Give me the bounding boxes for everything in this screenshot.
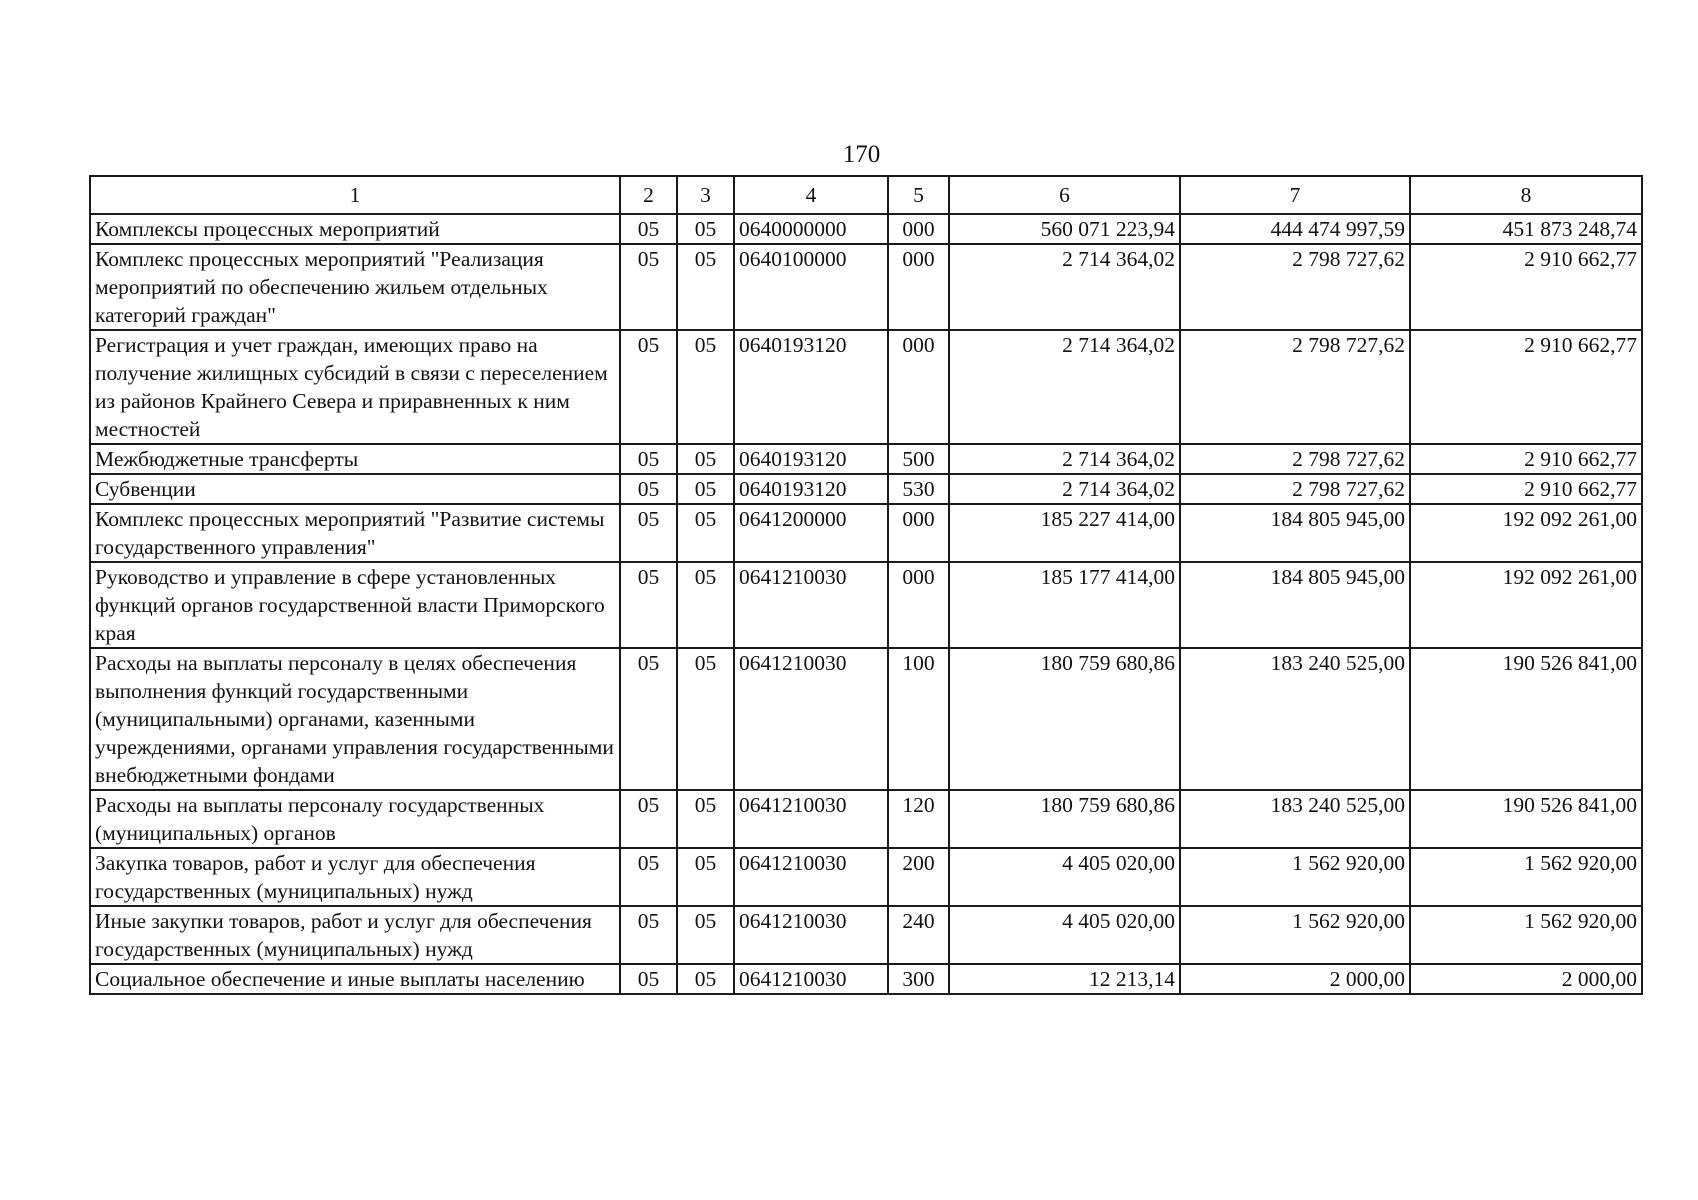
row-amount-col7: 2 000,00	[1180, 964, 1410, 994]
row-subsection-code: 05	[677, 504, 734, 562]
row-target-code: 0641210030	[734, 790, 888, 848]
row-section-code: 05	[620, 906, 677, 964]
row-name: Комплекс процессных мероприятий "Развитие системы государственного управления"	[90, 504, 620, 562]
row-expense-type-code: 000	[888, 244, 949, 330]
row-name: Иные закупки товаров, работ и услуг для обеспечения государственных (муниципальных) нужд	[90, 906, 620, 964]
row-section-code: 05	[620, 562, 677, 648]
row-name: Социальное обеспечение и иные выплаты населению	[90, 964, 620, 994]
row-expense-type-code: 530	[888, 474, 949, 504]
row-section-code: 05	[620, 444, 677, 474]
row-name: Комплексы процессных мероприятий	[90, 214, 620, 244]
row-amount-col7: 183 240 525,00	[1180, 790, 1410, 848]
row-expense-type-code: 500	[888, 444, 949, 474]
row-subsection-code: 05	[677, 906, 734, 964]
row-amount-col8: 190 526 841,00	[1410, 790, 1642, 848]
row-amount-col7: 1 562 920,00	[1180, 906, 1410, 964]
row-expense-type-code: 000	[888, 504, 949, 562]
row-section-code: 05	[620, 848, 677, 906]
row-name: Межбюджетные трансферты	[90, 444, 620, 474]
table-row	[90, 964, 1642, 994]
row-amount-col7: 2 798 727,62	[1180, 244, 1410, 330]
row-amount-col7: 2 798 727,62	[1180, 444, 1410, 474]
row-section-code: 05	[620, 214, 677, 244]
row-name: Расходы на выплаты персоналу в целях обеспечения выполнения функций государственными (муниципальными) органами, казенными учреждениями, органами управления государственными внебюджетными фондами	[90, 648, 620, 790]
row-section-code: 05	[620, 330, 677, 444]
row-target-code: 0641210030	[734, 906, 888, 964]
row-target-code: 0640000000	[734, 214, 888, 244]
row-expense-type-code: 300	[888, 964, 949, 994]
row-amount-col7: 1 562 920,00	[1180, 848, 1410, 906]
row-amount-col6: 180 759 680,86	[949, 648, 1180, 790]
row-subsection-code: 05	[677, 562, 734, 648]
row-name: Комплекс процессных мероприятий "Реализация мероприятий по обеспечению жильем отдельных категорий граждан"	[90, 244, 620, 330]
table-row	[90, 504, 1642, 562]
header-cell: 8	[1410, 176, 1642, 214]
row-amount-col8: 190 526 841,00	[1410, 648, 1642, 790]
row-amount-col7: 444 474 997,59	[1180, 214, 1410, 244]
row-expense-type-code: 200	[888, 848, 949, 906]
row-target-code: 0640193120	[734, 474, 888, 504]
row-amount-col8: 1 562 920,00	[1410, 848, 1642, 906]
row-amount-col8: 451 873 248,74	[1410, 214, 1642, 244]
header-cell: 2	[620, 176, 677, 214]
header-cell: 5	[888, 176, 949, 214]
row-target-code: 0640193120	[734, 330, 888, 444]
row-subsection-code: 05	[677, 474, 734, 504]
row-expense-type-code: 100	[888, 648, 949, 790]
row-name: Закупка товаров, работ и услуг для обеспечения государственных (муниципальных) нужд	[90, 848, 620, 906]
row-name: Регистрация и учет граждан, имеющих право на получение жилищных субсидий в связи с переселением из районов Крайнего Севера и приравненных к ним местностей	[90, 330, 620, 444]
row-section-code: 05	[620, 790, 677, 848]
header-cell: 1	[90, 176, 620, 214]
table-row	[90, 906, 1642, 964]
row-target-code: 0641210030	[734, 648, 888, 790]
row-amount-col6: 12 213,14	[949, 964, 1180, 994]
page-number: 170	[842, 141, 881, 168]
table-row	[90, 244, 1642, 330]
row-section-code: 05	[620, 964, 677, 994]
row-amount-col8: 1 562 920,00	[1410, 906, 1642, 964]
header-cell: 7	[1180, 176, 1410, 214]
row-amount-col7: 184 805 945,00	[1180, 504, 1410, 562]
row-amount-col6: 2 714 364,02	[949, 474, 1180, 504]
row-amount-col6: 4 405 020,00	[949, 848, 1180, 906]
row-amount-col8: 192 092 261,00	[1410, 562, 1642, 648]
header-cell: 6	[949, 176, 1180, 214]
row-amount-col8: 2 910 662,77	[1410, 444, 1642, 474]
row-target-code: 0641210030	[734, 562, 888, 648]
row-expense-type-code: 000	[888, 562, 949, 648]
row-name: Расходы на выплаты персоналу государственных (муниципальных) органов	[90, 790, 620, 848]
table-row	[90, 562, 1642, 648]
row-amount-col8: 192 092 261,00	[1410, 504, 1642, 562]
header-row	[90, 176, 1642, 214]
row-target-code: 0641210030	[734, 964, 888, 994]
row-subsection-code: 05	[677, 444, 734, 474]
table-row	[90, 330, 1642, 444]
row-section-code: 05	[620, 648, 677, 790]
row-expense-type-code: 000	[888, 214, 949, 244]
header-cell: 3	[677, 176, 734, 214]
row-name: Руководство и управление в сфере установленных функций органов государственной власти Приморского края	[90, 562, 620, 648]
row-name: Субвенции	[90, 474, 620, 504]
table-row	[90, 648, 1642, 790]
row-expense-type-code: 240	[888, 906, 949, 964]
row-subsection-code: 05	[677, 848, 734, 906]
row-subsection-code: 05	[677, 330, 734, 444]
row-amount-col6: 2 714 364,02	[949, 244, 1180, 330]
row-amount-col8: 2 910 662,77	[1410, 330, 1642, 444]
budget-table	[89, 175, 1643, 995]
table-row	[90, 444, 1642, 474]
row-amount-col8: 2 910 662,77	[1410, 474, 1642, 504]
row-amount-col8: 2 910 662,77	[1410, 244, 1642, 330]
row-amount-col6: 180 759 680,86	[949, 790, 1180, 848]
table-row	[90, 848, 1642, 906]
row-expense-type-code: 000	[888, 330, 949, 444]
row-subsection-code: 05	[677, 214, 734, 244]
row-target-code: 0640193120	[734, 444, 888, 474]
header-cell: 4	[734, 176, 888, 214]
row-subsection-code: 05	[677, 964, 734, 994]
row-amount-col6: 4 405 020,00	[949, 906, 1180, 964]
row-subsection-code: 05	[677, 244, 734, 330]
row-section-code: 05	[620, 244, 677, 330]
row-target-code: 0641200000	[734, 504, 888, 562]
table-row	[90, 474, 1642, 504]
row-subsection-code: 05	[677, 790, 734, 848]
table-row	[90, 214, 1642, 244]
row-amount-col8: 2 000,00	[1410, 964, 1642, 994]
row-section-code: 05	[620, 504, 677, 562]
row-subsection-code: 05	[677, 648, 734, 790]
row-amount-col6: 185 227 414,00	[949, 504, 1180, 562]
row-amount-col7: 2 798 727,62	[1180, 330, 1410, 444]
row-expense-type-code: 120	[888, 790, 949, 848]
row-amount-col6: 2 714 364,02	[949, 444, 1180, 474]
row-amount-col7: 2 798 727,62	[1180, 474, 1410, 504]
table-row	[90, 790, 1642, 848]
row-target-code: 0641210030	[734, 848, 888, 906]
table-body	[90, 214, 1642, 994]
row-amount-col6: 2 714 364,02	[949, 330, 1180, 444]
row-amount-col7: 183 240 525,00	[1180, 648, 1410, 790]
row-target-code: 0640100000	[734, 244, 888, 330]
row-section-code: 05	[620, 474, 677, 504]
row-amount-col6: 185 177 414,00	[949, 562, 1180, 648]
row-amount-col6: 560 071 223,94	[949, 214, 1180, 244]
row-amount-col7: 184 805 945,00	[1180, 562, 1410, 648]
